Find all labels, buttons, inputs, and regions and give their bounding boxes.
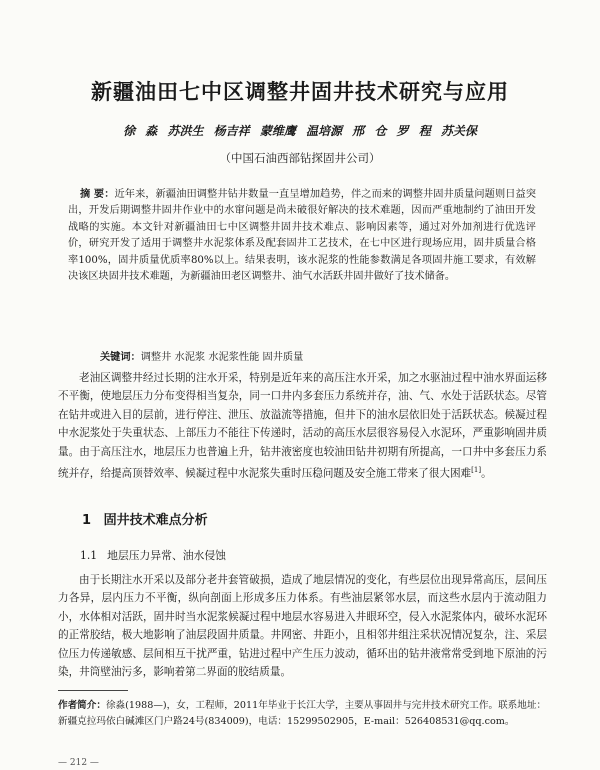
author-list: 徐 淼 苏洪生 杨吉祥 蒙维鹰 温培源 邢 仓 罗 程 苏关保 bbox=[123, 124, 477, 138]
footnote-text: 徐淼(1988—)，女，工程师，2011年毕业于长江大学，主要从事固井与完井技术研究工作。联系地址：新疆克拉玛依白碱滩区门户路24号(834009)，电话：15299502905，E-mail：526408531@qq.com。 bbox=[58, 700, 547, 727]
abstract-text: 近年来，新疆油田调整井钻井数量一直呈增加趋势，伴之而来的调整井固井质量问题则日益突出，开发后期调整井固井作业中的水窜问题是尚未破很好解决的技术难题，因而严重地制约了油田开发战略的实施。本文针对新疆油田七中区调整井固井技术难点、影响因素等，通过对外加剂进行优选评价，研究开发了适用于调整井水泥浆体系及配套固井工艺技术，在七中区进行现场应用，固井质量合格率100%，固井质量优质率80%以上。结果表明，该水泥浆的性能参数满足各项固井施工要求，有效解决该区块固井技术难题，为新疆油田老区调整井、油气水活跃井固井做好了技术储备。 bbox=[68, 189, 537, 283]
footnote bbox=[58, 698, 547, 730]
abstract-label: 摘 要： bbox=[80, 189, 115, 200]
footnote-divider bbox=[58, 690, 128, 691]
keywords-text: 调整井 水泥浆 水泥浆性能 固井质量 bbox=[140, 352, 304, 363]
intro-text: 老油区调整井经过长期的注水开采，特别是近年来的高压注水开采，加之水驱油过程中油水界面运移不平衡，使地层压力分布变得相当复杂，同一口井内多套压力系统并存，油、气、水处于活跃状态。尽管在钻井或进入目的层前，进行停注、泄压、放溢流等措施，但井下的油水层依旧处于活跃状态。候凝过程中水泥浆处于失重状态、上部压力不能往下传递时，活动的高压水层很容易侵入水泥环，严重影响固井质量。由于高压注水，地层压力也普遍上升，钻井液密度也较油田钻井初期有所提高，一口井中多套压力系统并存，给提高顶替效率、候凝过程中水泥浆失重时压稳问题及安全施工带来了很大困难 bbox=[58, 372, 547, 480]
intro-end: 。 bbox=[481, 467, 492, 480]
subsection-number: 1.1 bbox=[80, 549, 98, 562]
page-number: — 212 — bbox=[58, 758, 99, 768]
affiliation: （中国石油西部钻探固井公司） bbox=[219, 151, 381, 165]
citation-ref: [1] bbox=[471, 466, 482, 475]
section-heading: 1 固井技术难点分析 bbox=[82, 513, 208, 528]
keywords bbox=[100, 348, 540, 363]
section-paragraph: 由于长期注水开采以及部分老井套管破损，造成了地层情况的变化，有些层位出现异常高压，层间压力各异，层内压力不平衡，纵向剖面上形成多压力体系。有些油层紧邻水层，而这些水层内于流动阻力小，水体相对活跃，固井时当水泥浆候凝过程中地层水容易进入井眼环空，侵入水泥浆体内，破坏水泥环的正常胶结，极大地影响了油层段固井质量。井网密、井距小，且相邻井组注采状况情况复杂，注、采层位压力传递敏感、层间相互干扰严重，钻进过程中产生压力波动，循环出的钻井液常常受到地下原油的污染，井筒壁油污多，影响着第二界面的胶结质量。 bbox=[58, 574, 547, 679]
subsection-title: 地层压力异常、油水侵蚀 bbox=[107, 549, 226, 562]
paper-title: 新疆油田七中区调整井固井技术研究与应用 bbox=[91, 80, 509, 104]
keywords-label: 关键词： bbox=[100, 352, 141, 363]
intro-paragraph bbox=[58, 369, 547, 483]
abstract bbox=[68, 187, 536, 285]
footnote-label: 作者简介： bbox=[58, 700, 106, 711]
subsection-heading bbox=[80, 548, 226, 563]
